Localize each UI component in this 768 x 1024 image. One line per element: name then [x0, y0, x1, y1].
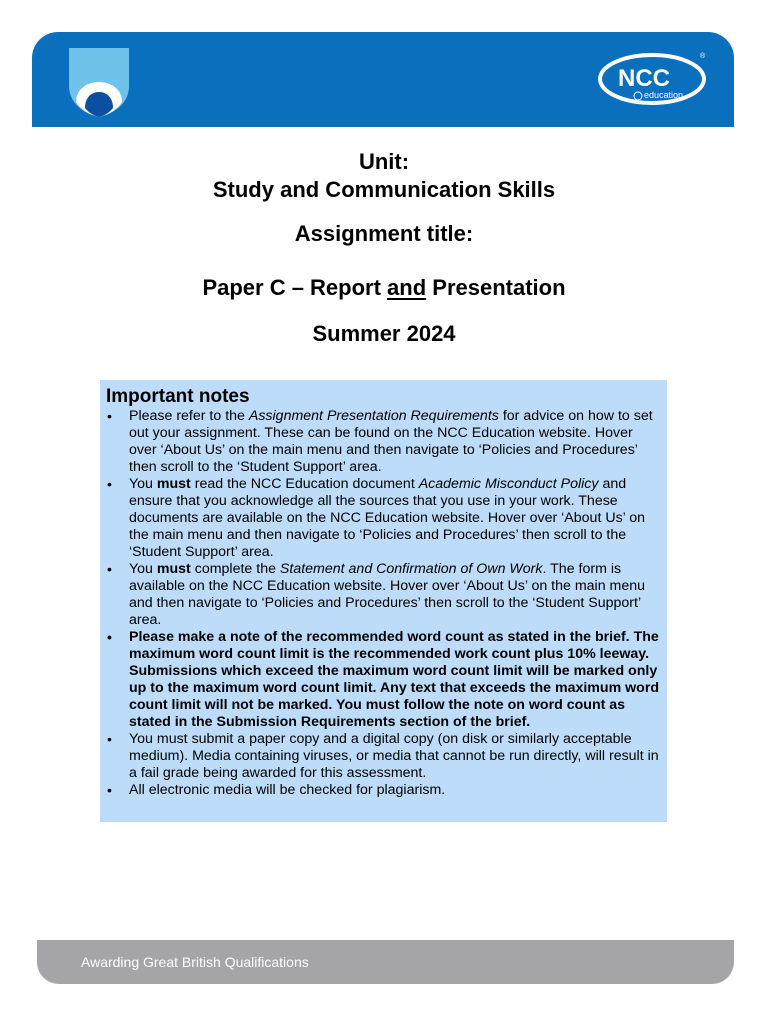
unit-heading: [0, 148, 768, 204]
notes-heading: Important notes: [106, 386, 250, 407]
paper-title-prefix: Paper C – Report: [202, 275, 388, 300]
note-item: • Please make a note of the recommended word count as stated in the brief. The maximum word count limit is the recommended work count plus 10% leeway. Submissions which exceed the maximum word count limit will be marked only up to the maximum word count limit. Any text that exceeds the maximum word count limit will not be marked. You must follow the note on word count as stated in the Submission Requirements section of the brief.: [100, 629, 662, 731]
note-item: • You must complete the Statement and Confirmation of Own Work. The form is available on the NCC Education website. Hover over ‘About Us’ on the main menu and then navigate to ‘Policies and Procedures’ then scroll to the ‘Student Support’ area.: [100, 561, 662, 629]
logo-text: NCC: [618, 65, 670, 92]
notes-list: [100, 408, 662, 799]
logo-subtext: education: [644, 90, 684, 100]
note-item: • All electronic media will be checked for plagiarism.: [100, 782, 662, 799]
important-notes-box: [100, 380, 667, 822]
logo-registered-mark: ®: [700, 53, 706, 60]
assignment-label: Assignment title:: [294, 221, 474, 246]
header-banner: [32, 32, 734, 127]
shield-crest-icon: [67, 46, 131, 118]
footer-banner: [37, 940, 734, 984]
note-item: • You must submit a paper copy and a digital copy (on disk or similarly acceptable medium). Media containing viruses, or media that cannot be run directly, will result in a fail grade being awarded for this assessment.: [100, 731, 662, 782]
note-item: • Please refer to the Assignment Presentation Requirements for advice on how to set out your assignment. These can be found on the NCC Education website. Hover over ‘About Us’ on the main menu and then navigate to ‘Policies and Procedures’ then scroll to the ‘Student Support’ area.: [100, 408, 662, 476]
footer-tagline: Awarding Great British Qualifications: [81, 954, 309, 970]
ncc-education-logo: [594, 46, 714, 112]
paper-title-and: and: [387, 275, 427, 300]
unit-label: Unit:: [358, 149, 410, 174]
paper-title: [0, 274, 768, 302]
session-title: Summer 2024: [312, 321, 456, 346]
unit-name: Study and Communication Skills: [212, 177, 556, 202]
paper-title-suffix: Presentation: [426, 275, 566, 300]
note-item: • You must read the NCC Education document Academic Misconduct Policy and ensure that you acknowledge all the sources that you use in your work. These documents are available on the NCC Education website. Hover over ‘About Us’ on the main menu and then navigate to ‘Policies and Procedures’ then scroll to the ‘Student Support’ area.: [100, 476, 662, 561]
